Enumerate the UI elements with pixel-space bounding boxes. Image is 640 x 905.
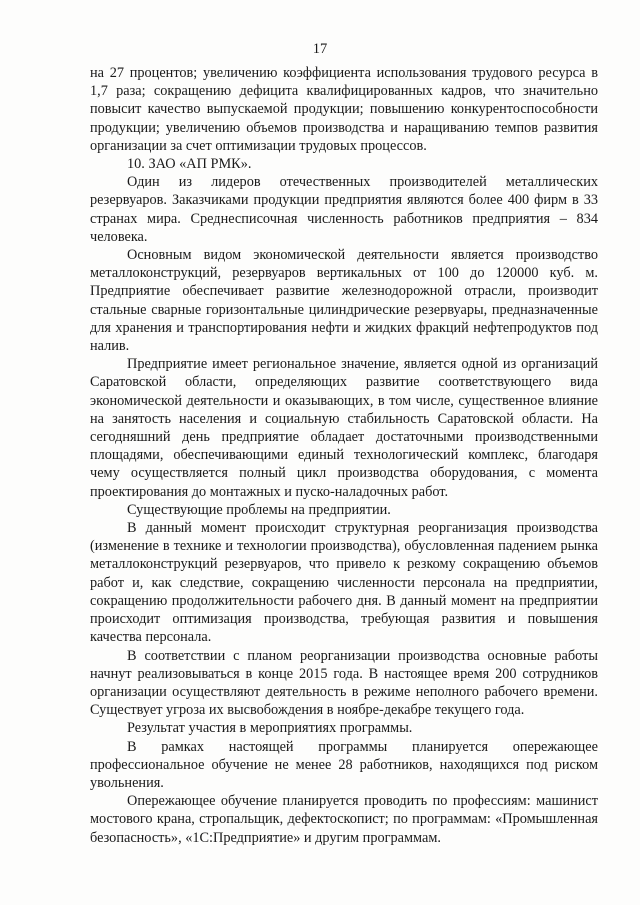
subheading-existing-problems: Существующие проблемы на предприятии. <box>127 501 391 518</box>
section-heading-zao-ap-rmk: 10. ЗАО «АП РМК». <box>127 156 252 173</box>
paragraph-reorganization-plan: В соответствии с планом реорганизации производства основные работы начнут реализовываться в конце 2015 года. В настоящее время 200 сотрудников организации осуществляют деятельность в режиме неполного рабочего времени. Существует угроза их высвобождения в ноябре-декабре текущего года. <box>90 647 598 719</box>
paragraph-training-plan: В рамках настоящей программы планируется опережающее профессиональное обучение не менее 28 работников, находящихся под риском увольнения. <box>90 738 598 791</box>
paragraph-company-intro: Один из лидеров отечественных производителей металлических резервуаров. Заказчиками продукции предприятия являются более 400 фирм в 33 странах мира. Среднесписочная численность работников предприятия – 834 человека. <box>90 174 598 245</box>
paragraph-regional-significance: Предприятие имеет региональное значение, является одной из организаций Саратовской области, определяющих развитие соответствующего вида экономической деятельности и оказывающих, в том числе, существенное влияние на занятость населения и социальную стабильность Саратовской области. На сегодняшний день предприятие обладает достаточными производственными площадями, обеспечивающими единый технологический комплекс, благодаря чему осуществляется полный цикл производства оборудования, с момента проектирования до монтажных и пуско-наладочных работ. <box>90 356 598 500</box>
page-number: 17 <box>312 41 328 57</box>
document-body <box>90 64 598 847</box>
subheading-program-results: Результат участия в мероприятиях программы. <box>127 720 413 737</box>
paragraph-reorganization: В данный момент происходит структурная реорганизация производства (изменение в технике и технологии производства), обусловленная падением рынка металлоконструкций резервуаров, что привело к резкому сокращению объемов работ и, как следствие, сокращению численности персонала на предприятии, сокращению продолжительности рабочего дня. В данный момент на предприятии происходит оптимизация производства, требующая развития и повышения качества персонала. <box>90 520 598 646</box>
paragraph-training-professions: Опережающее обучение планируется проводить по профессиям: машинист мостового крана, стропальщик, дефектоскопист; по программам: «Промышленная безопасность», «1С:Предприятие» и другим программам. <box>90 793 598 846</box>
paragraph-continuation: на 27 процентов; увеличению коэффициента использования трудового ресурса в 1,7 раза; сокращению дефицита квалифицированных кадров, что значительно повысит качество выпускаемой продукции; повышению конкурентоспособности продукции; увеличению объемов производства и наращиванию темпов развития организации за счет оптимизации трудовых процессов. <box>90 65 598 154</box>
paragraph-main-activity: Основным видом экономической деятельности является производство металлоконструкций, резервуаров вертикальных от 100 до 120000 куб. м. Предприятие обеспечивает развитие железнодорожной отрасли, производит стальные сварные горизонтальные цилиндрические резервуары, предназначенные для хранения и транспортирования нефти и жидких фракций нефтепродуктов под налив. <box>90 247 598 355</box>
